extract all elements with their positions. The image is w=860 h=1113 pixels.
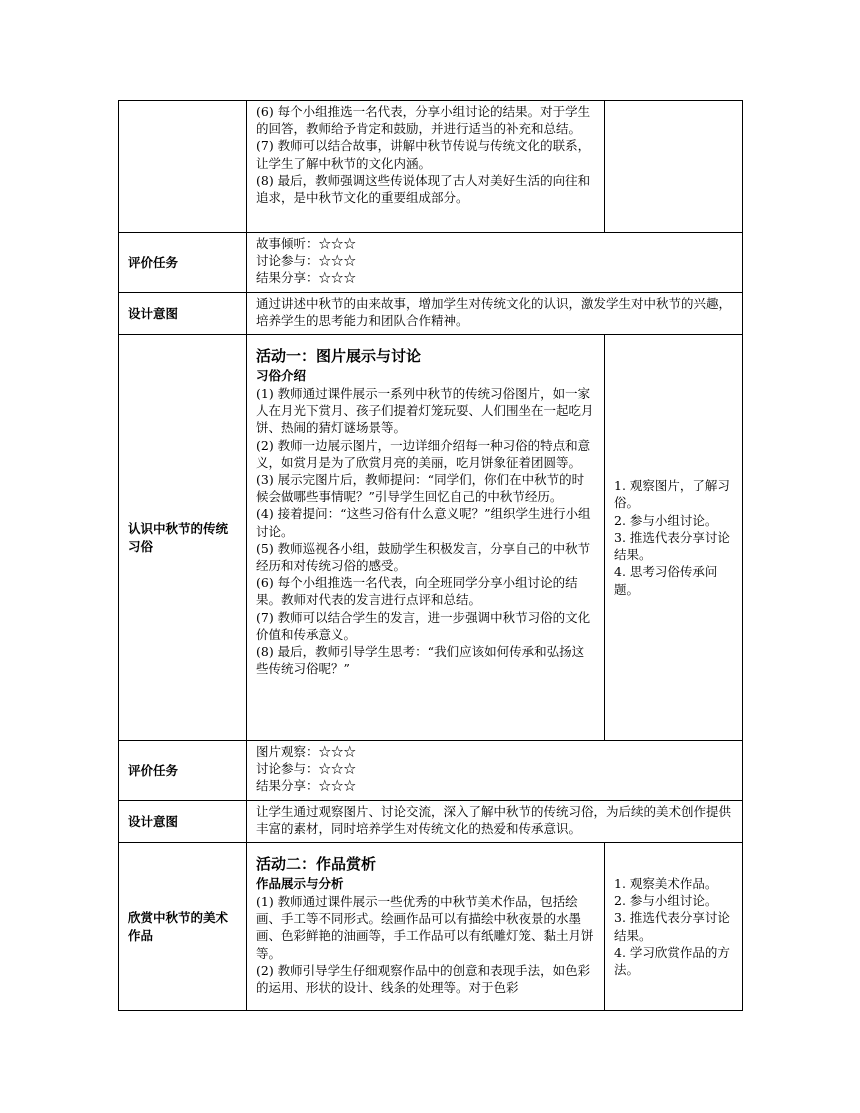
step-item: (7) 教师可以结合故事，讲解中秋节传说与传统文化的联系，让学生了解中秋节的文化内涵。 xyxy=(256,138,591,171)
step-item: (6) 每个小组推选一名代表，分享小组讨论的结果。对于学生的回答，教师给予肯定和鼓励，并进行适当的补充和总结。 xyxy=(256,104,591,137)
student-item: 4. 思考习俗传承问题。 xyxy=(614,564,718,597)
activity-subtitle: 习俗介绍 xyxy=(256,368,307,383)
design-intent-cell: 让学生通过观察图片、讨论交流，深入了解中秋节的传统习俗，为后续的美术创作提供丰富的素材，同时培养学生对传统文化的热爱和传承意识。 xyxy=(247,801,743,843)
table-row xyxy=(119,293,743,335)
teacher-activity-cell xyxy=(247,843,605,1011)
step-item: (1) 教师通过课件展示一些优秀的中秋节美术作品，包括绘画、手工等不同形式。绘画作品可以有描绘中秋夜景的水墨画、色彩鲜艳的油画等，手工作品可以有纸雕灯笼、黏土月饼等。 xyxy=(256,894,594,961)
student-activity-cell xyxy=(605,101,743,233)
student-item: 1. 观察美术作品。 xyxy=(614,875,718,891)
activity-subtitle: 作品展示与分析 xyxy=(256,876,344,891)
step-item: (8) 最后，教师强调这些传说体现了古人对美好生活的向往和追求，是中秋节文化的重要组成部分。 xyxy=(256,172,591,206)
student-item: 3. 推选代表分享讨论结果。 xyxy=(614,529,730,563)
rating-item: 结果分享：☆☆☆ xyxy=(256,778,357,794)
table-row xyxy=(119,101,743,233)
activity-title: 活动二：作品赏析 xyxy=(256,855,377,873)
step-item: (2) 教师一边展示图片，一边详细介绍每一种习俗的特点和意义，如赏月是为了欣赏月亮的美丽，吃月饼象征着团圆等。 xyxy=(256,437,591,470)
student-item: 2. 参与小组讨论。 xyxy=(614,512,718,528)
step-item: (4) 接着提问：“这些习俗有什么意义呢？”组织学生进行小组讨论。 xyxy=(256,506,591,539)
eval-task-label: 评价任务 xyxy=(119,233,247,293)
rating-item: 讨论参与：☆☆☆ xyxy=(256,253,357,269)
table-row xyxy=(119,233,743,293)
activity-title: 活动一：图片展示与讨论 xyxy=(256,347,422,365)
table-row xyxy=(119,801,743,843)
design-intent-cell: 通过讲述中秋节的由来故事，增加学生对传统文化的认识，激发学生对中秋节的兴趣，培养学生的思考能力和团队合作精神。 xyxy=(247,293,743,335)
row-label xyxy=(119,101,247,233)
table-row xyxy=(119,741,743,801)
step-item: (2) 教师引导学生仔细观察作品中的创意和表现手法，如色彩的运用、形状的设计、线条的处理等。对于色彩 xyxy=(256,962,591,996)
student-item: 3. 推选代表分享讨论结果。 xyxy=(614,910,730,943)
step-item: (5) 教师巡视各小组，鼓励学生积极发言，分享自己的中秋节经历和对传统习俗的感受。 xyxy=(256,540,591,574)
rating-item: 讨论参与：☆☆☆ xyxy=(256,761,357,777)
section-label: 欣赏中秋节的美术作品 xyxy=(119,843,247,1011)
student-activity-cell xyxy=(605,843,743,1011)
step-item: (3) 展示完图片后，教师提问：“同学们，你们在中秋节的时候会做哪些事情呢？”引导学生回忆自己的中秋节经历。 xyxy=(256,472,585,505)
student-item: 2. 参与小组讨论。 xyxy=(614,893,718,909)
step-item: (8) 最后，教师引导学生思考：“我们应该如何传承和弘扬这些传统习俗呢？” xyxy=(256,644,585,677)
eval-task-label: 评价任务 xyxy=(119,741,247,801)
step-item: (6) 每个小组推选一名代表，向全班同学分享小组讨论的结果。教师对代表的发言进行点评和总结。 xyxy=(256,575,578,608)
student-item: 4. 学习欣赏作品的方法。 xyxy=(614,944,730,977)
lesson-plan-table xyxy=(118,100,743,1011)
teacher-activity-cell xyxy=(247,101,605,233)
rating-item: 图片观察：☆☆☆ xyxy=(256,744,357,759)
rating-item: 结果分享：☆☆☆ xyxy=(256,270,357,286)
section-label: 认识中秋节的传统习俗 xyxy=(119,335,247,741)
rating-item: 故事倾听：☆☆☆ xyxy=(256,236,357,251)
step-item: (7) 教师可以结合学生的发言，进一步强调中秋节习俗的文化价值和传承意义。 xyxy=(256,609,591,642)
step-item: (1) 教师通过课件展示一系列中秋节的传统习俗图片，如一家人在月光下赏月、孩子们提着灯笼玩耍、人们围坐在一起吃月饼、热闹的猜灯谜场景等。 xyxy=(256,386,594,436)
eval-task-cell xyxy=(247,741,743,801)
eval-task-cell xyxy=(247,233,743,293)
student-activity-cell xyxy=(605,335,743,741)
table-row xyxy=(119,335,743,741)
design-intent-label: 设计意图 xyxy=(119,801,247,843)
student-item: 1. 观察图片，了解习俗。 xyxy=(614,478,730,511)
table-row xyxy=(119,843,743,1011)
teacher-activity-cell xyxy=(247,335,605,741)
design-intent-label: 设计意图 xyxy=(119,293,247,335)
